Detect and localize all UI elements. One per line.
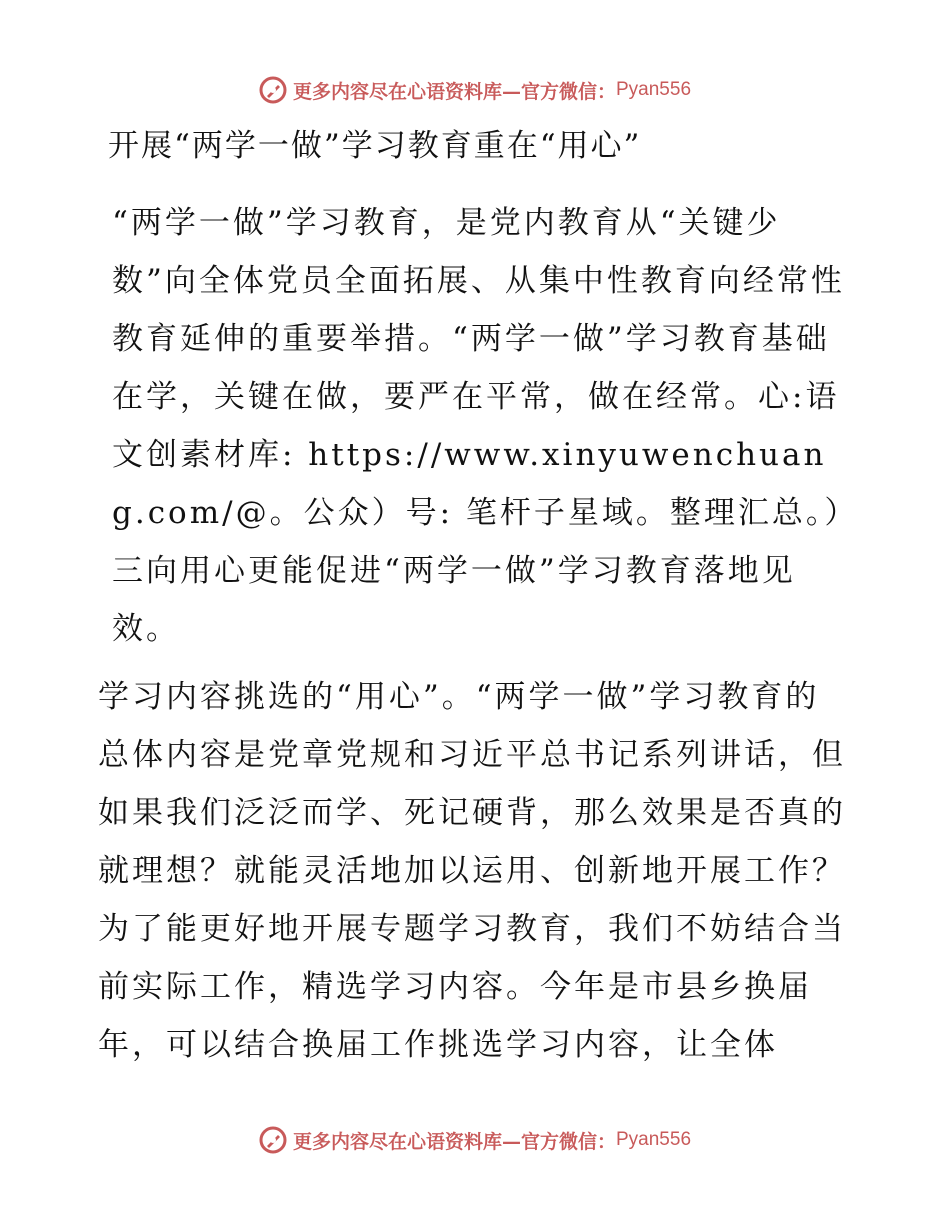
- watermark-wechat-id: Pyan556: [616, 1129, 692, 1150]
- paragraph-content-selection: 学习内容挑选的“用心”。“两学一做”学习教育的总体内容是党章党规和习近平总书记系列讲话，但如果我们泛泛而学、死记硬背，那么效果是否真的就理想？就能灵活地加以运用、创新地开展工作？为了能更好地开展专题学习教育，我们不妨结合当前实际工作，精选学习内容。今年是市县乡换届年，可以结合换届工作挑选学习内容，让全体: [98, 679, 846, 1063]
- document-body: [98, 120, 850, 1074]
- paragraph-intro: “两学一做”学习教育，是党内教育从“关键少数”向全体党员全面拓展、从集中性教育向经常性教育延伸的重要举措。“两学一做”学习教育基础在学，关键在做，要严在平常，做在经常。心:语文创素材库: https://www.xinyuwenchuang.com/@。公众）号: 笔杆子星域。整理汇总。）三向用心更能促进“两学一做”学习教育落地见效。: [112, 205, 845, 647]
- watermark-text: 更多内容尽在心语资料库—官方微信：: [292, 80, 616, 103]
- footer-watermark: [0, 1120, 950, 1160]
- red-circle-pen-logo-icon: [259, 1126, 287, 1154]
- red-circle-pen-logo-icon: [259, 76, 287, 104]
- watermark-wechat-id: Pyan556: [616, 79, 692, 100]
- document-title: 开展“两学一做”学习教育重在“用心”: [108, 128, 642, 164]
- header-watermark: [0, 70, 950, 110]
- watermark-text: 更多内容尽在心语资料库—官方微信：: [292, 1130, 616, 1153]
